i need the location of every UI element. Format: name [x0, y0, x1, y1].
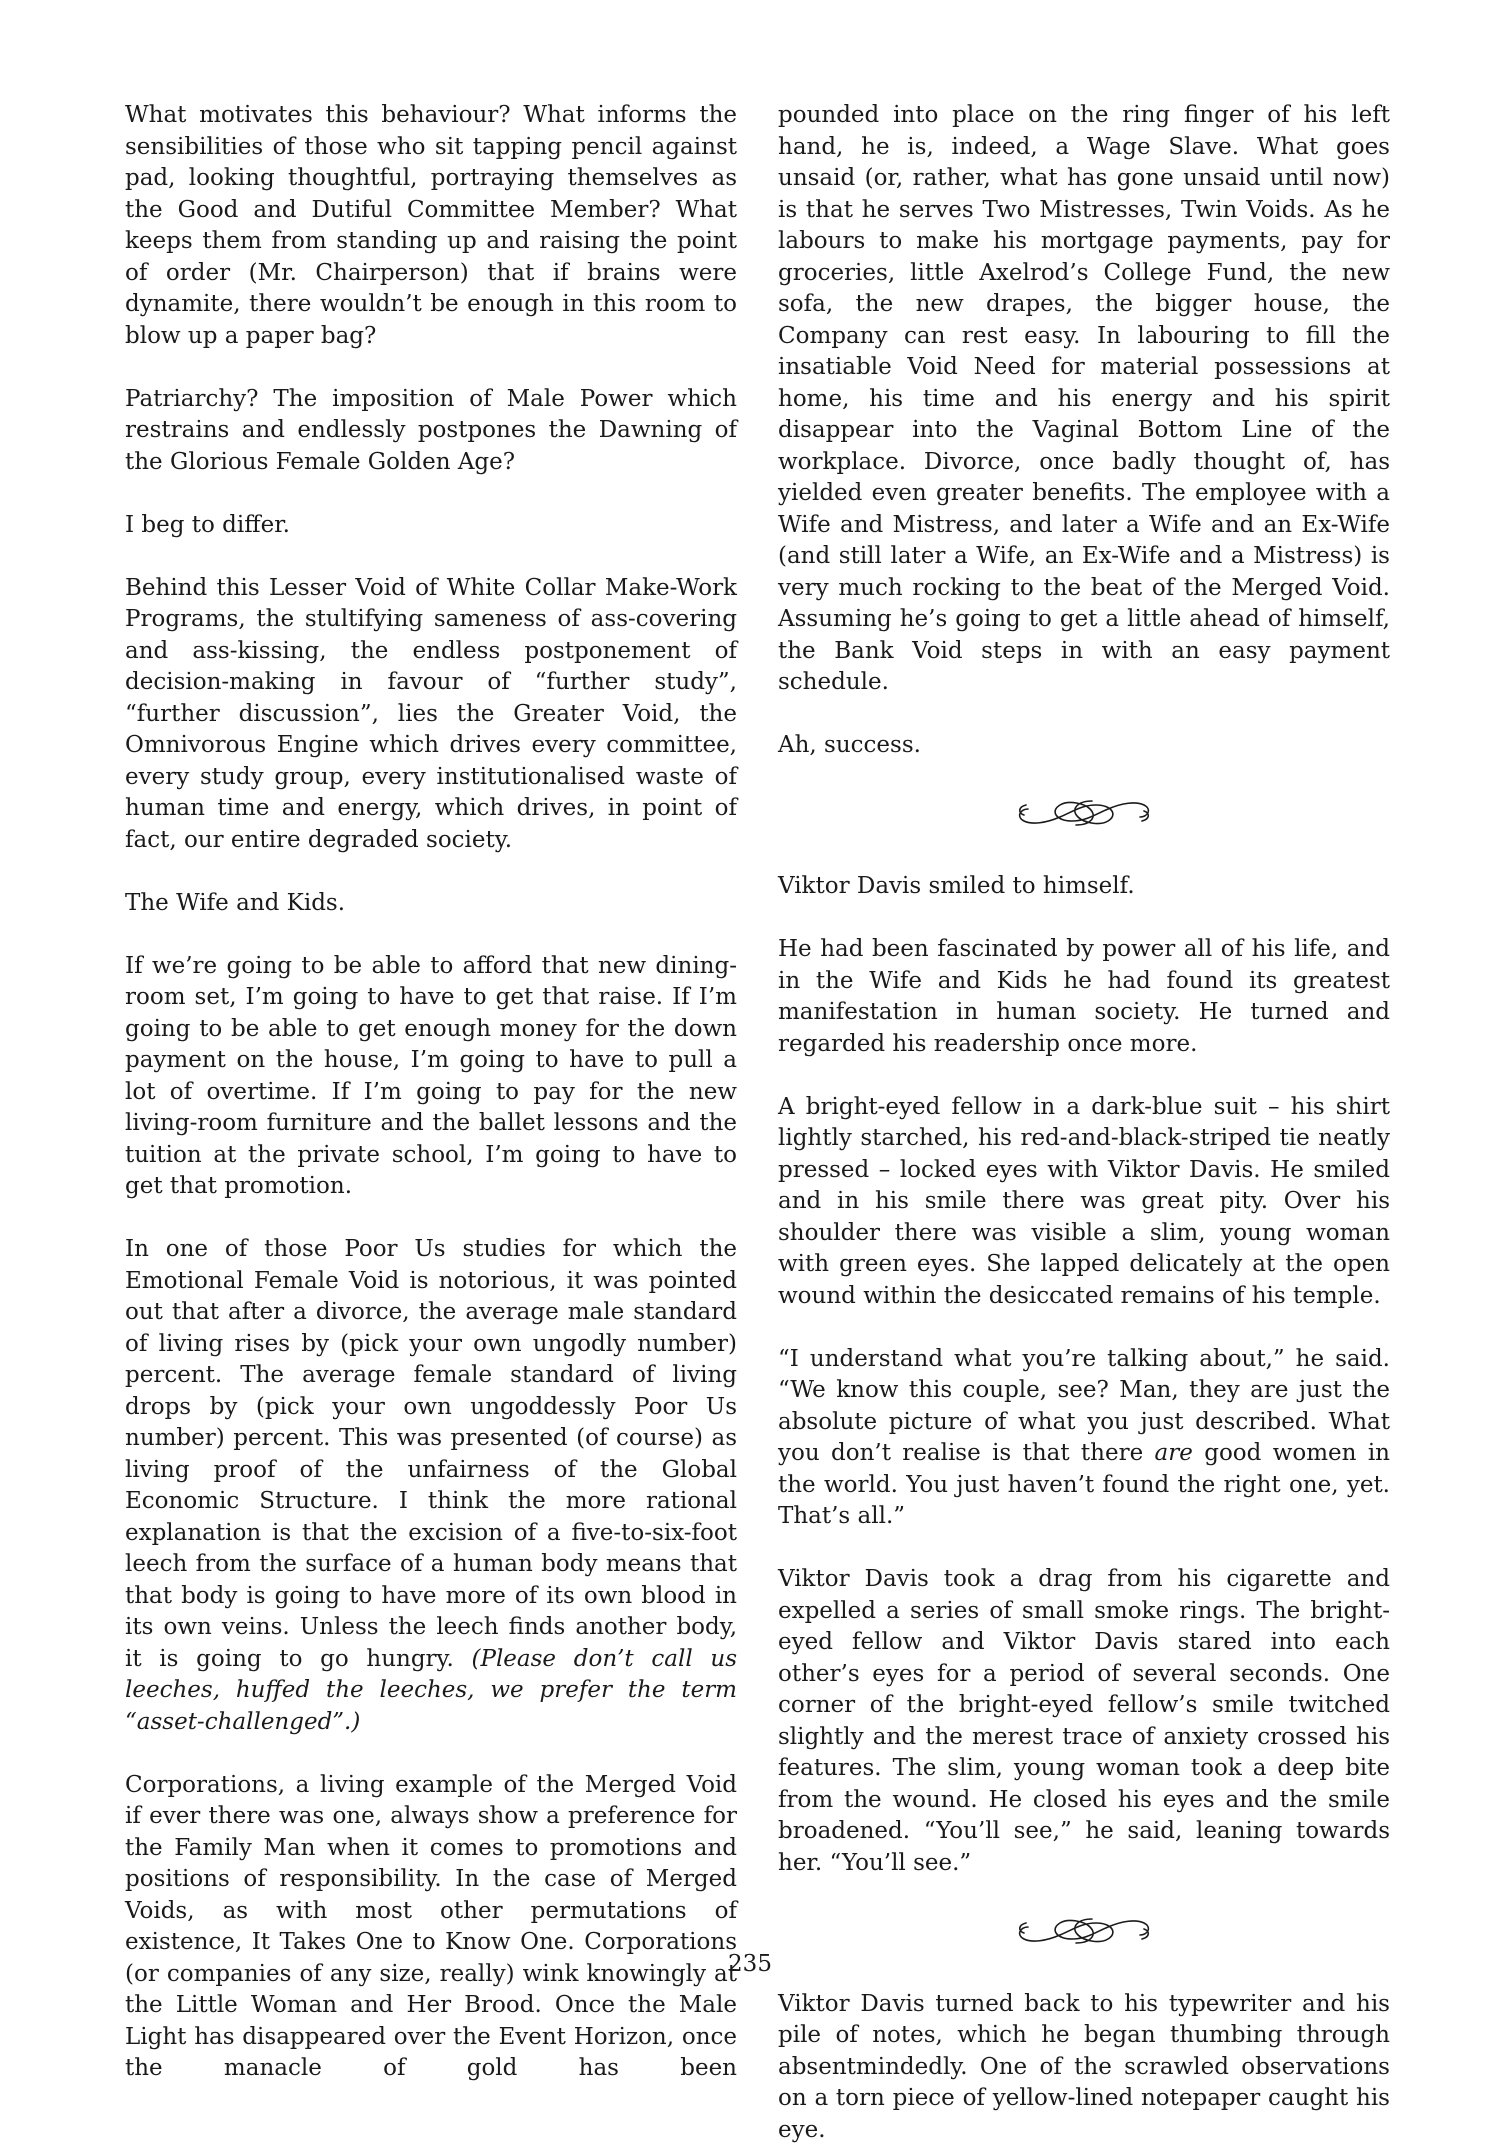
paragraph: If we’re going to be able to afford that new dining-room set, I’m going to have to get that raise. If I’m going to be able to get enough money for the down payment on the house, I’m going to have to pull a lot of overtime. If I’m going to pay for the new living-room furniture and the ballet lessons and the tuition at the private school, I’m going to have to get that promotion. [125, 951, 737, 1203]
paragraph: pounded into place on the ring finger of his left hand, he is, indeed, a Wage Slave. What goes unsaid (or, rather, what has gone unsaid until now) is that he serves Two Mistresses, Twin Voids. As he labours to make his mortgage payments, pay for groceries, little Axelrod’s College Fund, the new sofa, the new drapes, the bigger house, the Company can rest easy. In labouring to fill the insatiable Void Need for material possessions at home, his time and his energy and his spirit disappear into the Vaginal Bottom Line of the workplace. Divorce, once badly thought of, has yielded even greater benefits. The employee with a Wife and Mistress, and later a Wife and an Ex-Wife (and still later a Wife, an Ex-Wife and a Mistress) is very much rocking to the beat of the Merged Void. Assuming he’s going to get a little ahead of himself, the Bank Void steps in with an easy payment schedule. [778, 100, 1390, 699]
paragraph: Behind this Lesser Void of White Collar Make-Work Programs, the stultifying sameness of ass-covering and ass-kissing, the endless postponement of decision-making in favour of “further study”, “further discussion”, lies the Greater Void, the Omnivorous Engine which drives every committee, every study group, every institutionalised waste of human time and energy, which drives, in point of fact, our entire degraded society. [125, 573, 737, 857]
paragraph: He had been fascinated by power all of his life, and in the Wife and Kids he had found its greatest manifestation in human society. He turned and regarded his readership once more. [778, 934, 1390, 1060]
paragraph: Viktor Davis took a drag from his cigarette and expelled a series of small smoke rings. The bright-eyed fellow and Viktor Davis stared into each other’s eyes for a period of several seconds. One corner of the bright-eyed fellow’s smile twitched slightly and the merest trace of anxiety crossed his features. The slim, young woman took a deep bite from the wound. He closed his eyes and the smile broadened. “You’ll see,” he said, leaning towards her. “You’ll see.” [778, 1564, 1390, 1879]
paragraph [125, 1234, 737, 1738]
paragraph: Viktor Davis turned back to his typewriter and his pile of notes, which he began thumbing through absentmindedly. One of the scrawled observations on a torn piece of yellow-lined notepaper caught his eye. [778, 1989, 1390, 2146]
paragraph: A bright-eyed fellow in a dark-blue suit – his shirt lightly starched, his red-and-black-striped tie neatly pressed – locked eyes with Viktor Davis. He smiled and in his smile there was great pity. Over his shoulder there was visible a slim, young woman with green eyes. She lapped delicately at the open wound within the desiccated remains of his temple. [778, 1092, 1390, 1313]
paragraph: The Wife and Kids. [125, 888, 737, 920]
paragraph: I beg to differ. [125, 510, 737, 542]
italic-aside: (Please don’t call us leeches, huffed the leeches, we prefer the term “asset-challenged”.) [125, 1646, 737, 1735]
emphasis: are [1155, 1440, 1193, 1466]
paragraph: Corporations, a living example of the Merged Void if ever there was one, always show a preference for the Family Man when it comes to promotions and positions of responsibility. In the case of Merged Voids, as with most other permutations of existence, It Takes One to Know One. Corporations (or companies of any size, really) wink knowingly at the Little Woman and Her Brood. Once the Male Light has disappeared over the Event Horizon, once the manacle of gold has been [125, 1770, 737, 2085]
paragraph [778, 1344, 1390, 1533]
right-column [778, 100, 1390, 2146]
paragraph-text: good women in the world. You just haven’t found the right one, yet. That’s all.” [778, 1440, 1390, 1529]
page-number: 235 [0, 1950, 1500, 1978]
paragraph-text: In one of those Poor Us studies for which the Emotional Female Void is notorious, it was pointed out that after a divorce, the average male standard of living rises by (pick your own ungodly number) percent. The average female standard of living drops by (pick your own ungoddessly Poor Us number) percent. This was presented (of course) as living proof of the unfairness of the Global Economic Structure. I think the more rational explanation is that the excision of a five-to-six-foot leech from the surface of a human body means that that body is going to have more of its own blood in its own veins. Unless the leech finds another body, it is going to go hungry. [125, 1236, 737, 1672]
scroll-flourish-icon [778, 793, 1390, 833]
paragraph-text: “I understand what you’re talking about,” he said. “We know this couple, see? Man, they are just the absolute picture of what you just described. What you don’t realise is that there [778, 1346, 1390, 1467]
paragraph: Patriarchy? The imposition of Male Power which restrains and endlessly postpones the Dawning of the Glorious Female Golden Age? [125, 384, 737, 479]
scroll-flourish-icon [778, 1911, 1390, 1951]
left-column [125, 100, 737, 2085]
paragraph: What motivates this behaviour? What informs the sensibilities of those who sit tapping pencil against pad, looking thoughtful, portraying themselves as the Good and Dutiful Committee Member? What keeps them from standing up and raising the point of order (Mr. Chairperson) that if brains were dynamite, there wouldn’t be enough in this room to blow up a paper bag? [125, 100, 737, 352]
paragraph: Viktor Davis smiled to himself. [778, 871, 1390, 903]
paragraph: Ah, success. [778, 730, 1390, 762]
